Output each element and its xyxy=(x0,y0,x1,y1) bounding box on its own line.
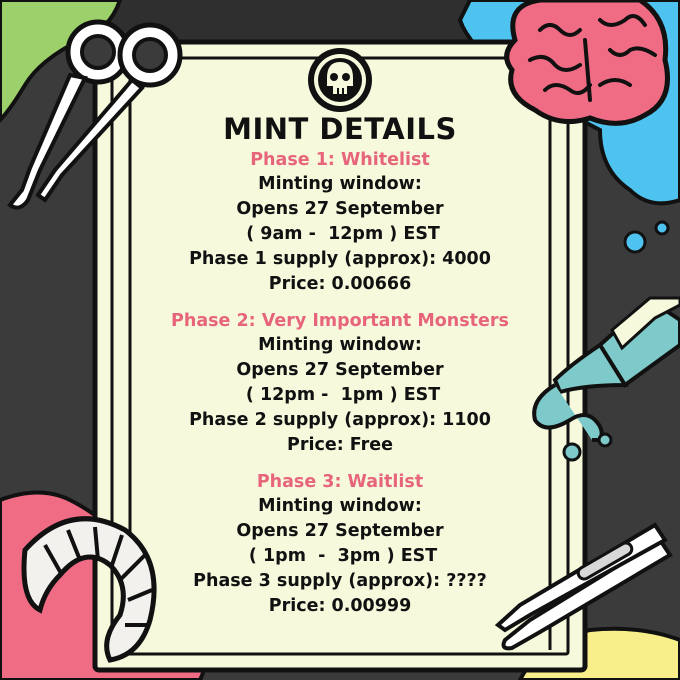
phase-title: Phase 1: Whitelist xyxy=(250,150,430,170)
page-title: MINT DETAILS xyxy=(223,112,457,146)
supply-text: Phase 2 supply (approx): 1100 xyxy=(189,410,491,430)
supply-text: Phase 1 supply (approx): 4000 xyxy=(189,249,491,269)
brain-icon xyxy=(507,0,668,123)
price-text: Price: 0.00999 xyxy=(268,596,412,616)
phase-title: Phase 3: Waitlist xyxy=(256,472,424,492)
phase-section-3 xyxy=(155,470,525,619)
phase-title: Phase 2: Very Important Monsters xyxy=(171,311,509,331)
price-text: Price: Free xyxy=(287,435,393,455)
section-gap xyxy=(155,458,525,470)
minting-window-label: Minting window: xyxy=(258,174,422,194)
minting-window-label: Minting window: xyxy=(258,496,422,516)
section-gap xyxy=(155,297,525,309)
price-text: Price: 0.00666 xyxy=(268,274,412,294)
skull-icon xyxy=(308,48,372,112)
minting-window-label: Minting window: xyxy=(258,335,422,355)
phase-section-2 xyxy=(155,309,525,458)
time-window: ( 9am - 12pm ) EST xyxy=(240,224,440,244)
supply-text: Phase 3 supply (approx): ???? xyxy=(193,571,487,591)
phase-section-1 xyxy=(155,148,525,297)
time-window: ( 1pm - 3pm ) EST xyxy=(242,546,438,566)
mint-details-panel xyxy=(155,112,525,619)
opens-date: Opens 27 September xyxy=(236,199,444,219)
opens-date: Opens 27 September xyxy=(236,360,444,380)
time-window: ( 12pm - 1pm ) EST xyxy=(239,385,441,405)
opens-date: Opens 27 September xyxy=(236,521,444,541)
